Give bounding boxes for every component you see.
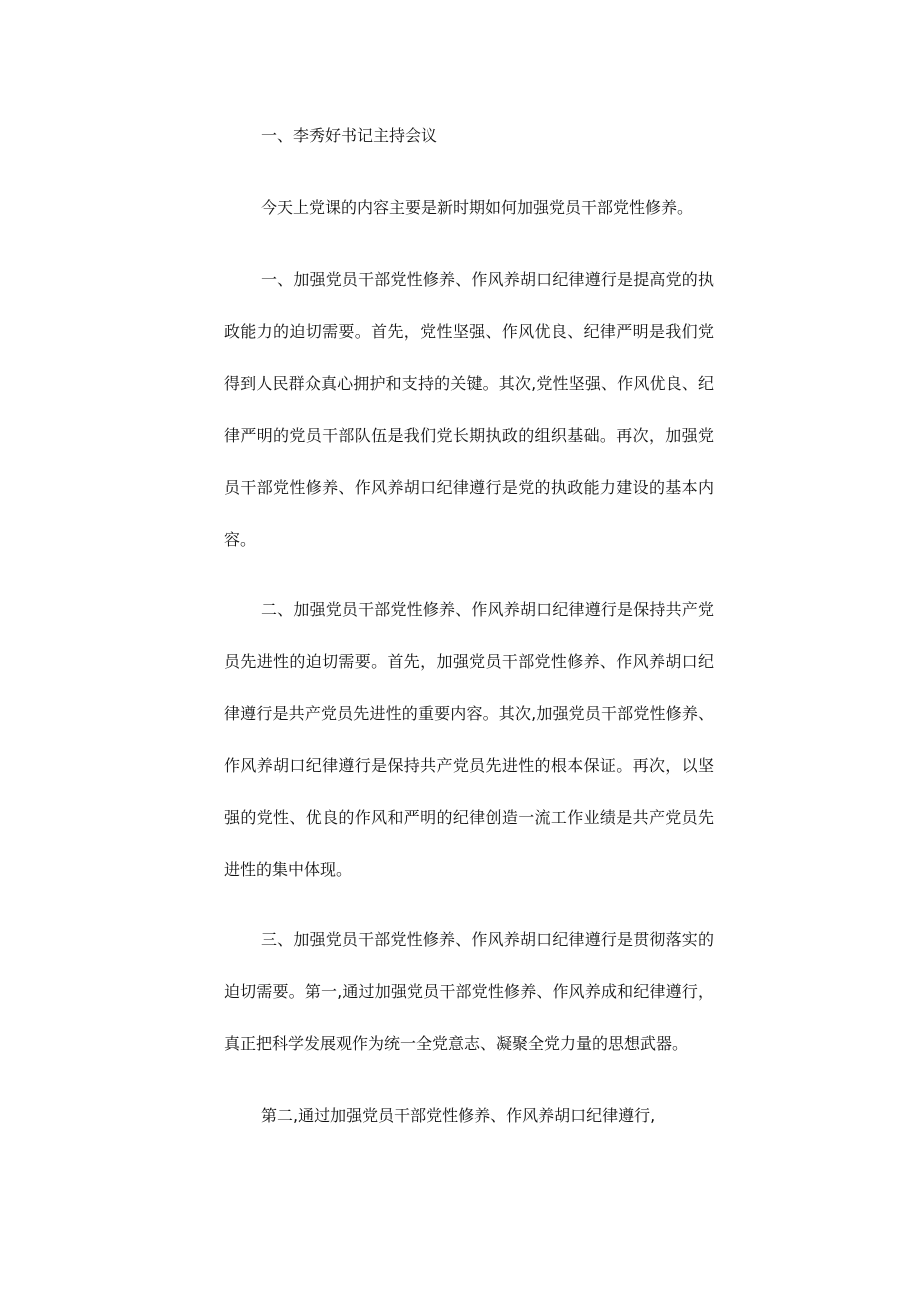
paragraph-gap [224,162,714,182]
paragraph-gap [224,896,714,914]
heading-paragraph: 一、李秀好书记主持会议 [261,126,438,145]
section-three-paragraph: 三、加强党员干部党性修养、作风养胡口纪律遵行是贯彻落实的迫切需要。第一,通过加强党员干部党性修养、作风养成和纪律遵行，真正把科学发展观作为统一全党意志、凝聚全党力量的思想武器。 [224,930,714,1053]
intro-paragraph: 今天上党课的内容主要是新时期如何加强党员干部党性修养。 [261,198,694,217]
paragraph-gap [224,1070,714,1090]
section-two-paragraph: 二、加强党员干部党性修养、作风养胡口纪律遵行是保持共产党员先进性的迫切需要。首先，加强党员干部党性修养、作风养胡口纪律遵行是共产党员先进性的重要内容。其次,加强党员干部党性修养、作风养胡口纪律遵行是保持共产党员先进性的根本保证。再次，以坚强的党性、优良的作风和严明的纪律创造一流工作业绩是共产党员先进性的集中体现。 [224,600,714,879]
paragraph-gap [224,234,714,254]
section-three-second-paragraph: 第二,通过加强党员干部党性修养、作风养胡口纪律遵行, [261,1106,656,1125]
section-one-paragraph: 一、加强党员干部党性修养、作风养胡口纪律遵行是提高党的执政能力的迫切需要。首先，党性坚强、作风优良、纪律严明是我们党得到人民群众真心拥护和支持的关键。其次,党性坚强、作风优良、纪律严明的党员干部队伍是我们党长期执政的组织基础。再次，加强党员干部党性修养、作风养胡口纪律遵行是党的执政能力建设的基本内容。 [224,270,714,549]
document-body [224,110,714,1142]
paragraph-gap [224,566,714,584]
